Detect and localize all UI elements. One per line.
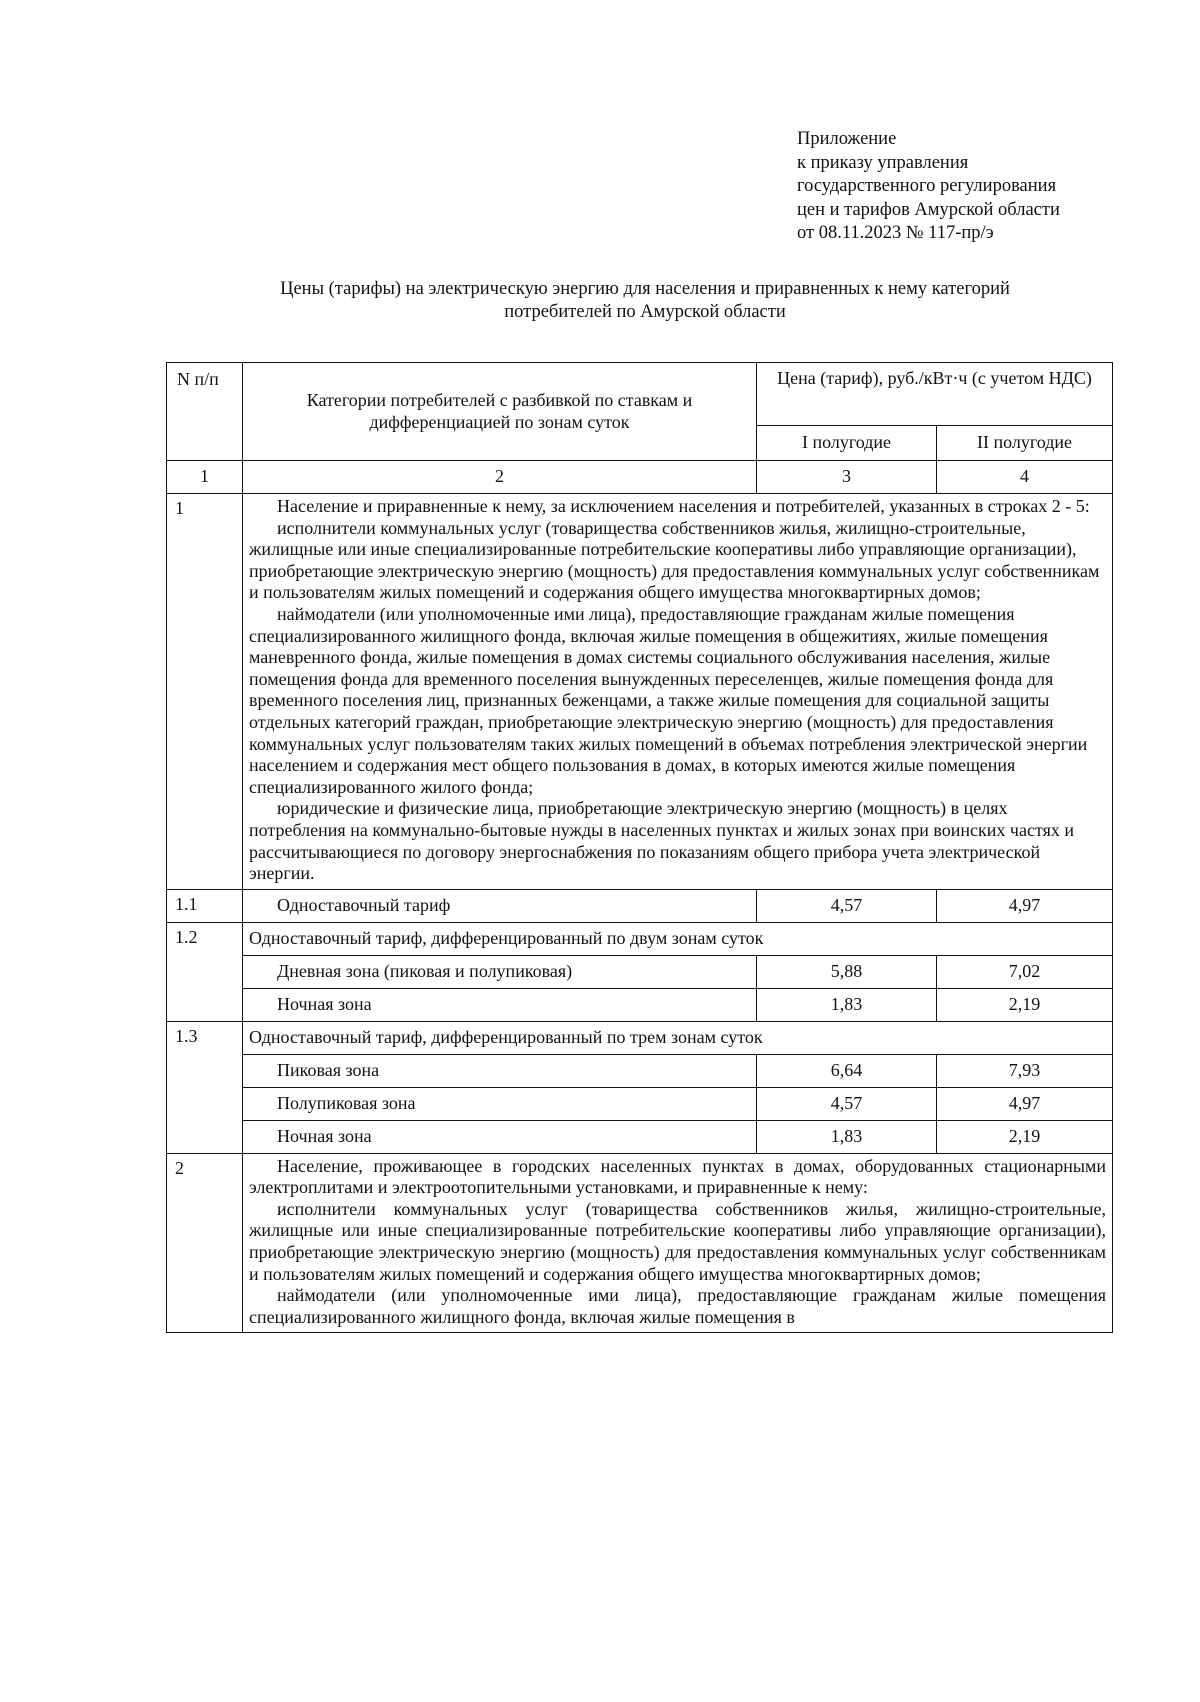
paragraph: исполнители коммунальных услуг (товарищества собственников жилья, жилищно-строительные, жилищные или иные специализированные потребительские кооперативы либо управляющие организации), приобретающие электрическую энергию (мощность) для предоставления коммунальных услуг собственникам и пользователям жилых помещений и содержания общего имущества многоквартирных домов; xyxy=(249,517,1100,603)
value-half-2: 7,02 xyxy=(937,955,1113,988)
tariff-table xyxy=(166,362,1113,1333)
header-price: Цена (тариф), руб./кВт·ч (с учетом НДС) xyxy=(757,363,1113,426)
tariff-label: Одноставочный тариф, дифференцированный по трем зонам суток xyxy=(243,1021,1113,1054)
zone-label: Ночная зона xyxy=(243,1120,757,1153)
value-half-2: 2,19 xyxy=(937,988,1113,1021)
table-row xyxy=(167,1120,1113,1153)
appendix-block xyxy=(797,128,1137,246)
appendix-line: государственного регулирования xyxy=(797,176,1057,196)
appendix-line: к приказу управления xyxy=(797,152,969,173)
tariff-label: Одноставочный тариф xyxy=(243,889,757,922)
index-cell: 1 xyxy=(167,461,243,494)
table-row xyxy=(167,988,1113,1021)
paragraph: наймодатели (или уполномоченные ими лица), предоставляющие гражданам жилые помещения специализированного жилищного фонда, включая жилые помещения в xyxy=(249,1285,1106,1327)
zone-label: Ночная зона xyxy=(243,988,757,1021)
value-half-2: 4,97 xyxy=(937,1087,1113,1120)
paragraph: Население, проживающее в городских населенных пунктах в домах, оборудованных стационарными электроплитами и электроотопительными установками, и приравненные к нему: xyxy=(249,1155,1106,1198)
table-row xyxy=(167,955,1113,988)
index-row xyxy=(167,461,1113,494)
appendix-line: Приложение xyxy=(797,129,897,149)
table-row xyxy=(167,1021,1113,1054)
header-category: Категории потребителей с разбивкой по ставкам и дифференциацией по зонам суток xyxy=(243,363,757,461)
row-num: 1.3 xyxy=(167,1021,243,1153)
paragraph: наймодатели (или уполномоченные ими лица), предоставляющие гражданам жилые помещения специализированного жилищного фонда, включая жилые помещения в общежитиях, жилые помещения маневренного фонда, жилые помещения в домах системы социального обслуживания населения, жилые помещения фонда для временного поселения вынужденных переселенцев, жилые помещения фонда для временного поселения лиц, признанных беженцами, а также жилые помещения для социальной защиты отдельных категорий граждан, приобретающие электрическую энергию (мощность) для предоставления коммунальных услуг пользователям таких жилых помещений в объемах потребления электрической энергии населением и содержания мест общего пользования в домах, в которых имеются жилые помещения специализированного жилого фонда; xyxy=(249,603,1088,797)
value-half-1: 4,57 xyxy=(757,889,937,922)
table-row xyxy=(167,889,1113,922)
appendix-line: цен и тарифов Амурской области xyxy=(797,199,1060,220)
tariff-label: Одноставочный тариф, дифференцированный по двум зонам суток xyxy=(243,922,1113,955)
paragraph: Население и приравненные к нему, за исключением населения и потребителей, указанных в строках 2 - 5: xyxy=(277,496,1090,516)
document-title xyxy=(150,278,1140,324)
index-cell: 2 xyxy=(243,461,757,494)
zone-label: Дневная зона (пиковая и полупиковая) xyxy=(243,955,757,988)
value-half-1: 6,64 xyxy=(757,1054,937,1087)
row-num: 1.1 xyxy=(167,889,243,922)
value-half-1: 4,57 xyxy=(757,1087,937,1120)
row-num: 1 xyxy=(167,494,243,890)
index-cell: 4 xyxy=(937,461,1113,494)
paragraph: исполнители коммунальных услуг (товарищества собственников жилья, жилищно-строительные, жилищные или иные специализированные потребительские кооперативы либо управляющие организации), приобретающие электрическую энергию (мощность) для предоставления коммунальных услуг собственникам и пользователям жилых помещений и содержания общего имущества многоквартирных домов; xyxy=(249,1198,1106,1284)
table-row xyxy=(167,1153,1113,1333)
value-half-1: 1,83 xyxy=(757,988,937,1021)
header-half-1: I полугодие xyxy=(757,426,937,461)
header-half-2: II полугодие xyxy=(937,426,1113,461)
table-row xyxy=(167,494,1113,890)
value-half-2: 7,93 xyxy=(937,1054,1113,1087)
row-num: 2 xyxy=(167,1153,243,1333)
table-row xyxy=(167,1054,1113,1087)
zone-label: Полупиковая зона xyxy=(243,1087,757,1120)
value-half-1: 1,83 xyxy=(757,1120,937,1153)
row-description xyxy=(243,494,1113,890)
header-row xyxy=(167,363,1113,426)
title-line-1: Цены (тарифы) на электрическую энергию для населения и приравненных к нему категорий xyxy=(280,279,1010,299)
row-description xyxy=(243,1153,1113,1333)
header-num: N п/п xyxy=(167,363,243,461)
appendix-line: от 08.11.2023 № 117-пр/э xyxy=(797,223,994,243)
value-half-1: 5,88 xyxy=(757,955,937,988)
index-cell: 3 xyxy=(757,461,937,494)
table-row xyxy=(167,1087,1113,1120)
value-half-2: 4,97 xyxy=(937,889,1113,922)
row-num: 1.2 xyxy=(167,922,243,1021)
table-row xyxy=(167,922,1113,955)
zone-label: Пиковая зона xyxy=(243,1054,757,1087)
value-half-2: 2,19 xyxy=(937,1120,1113,1153)
paragraph: юридические и физические лица, приобретающие электрическую энергию (мощность) в целях потребления на коммунально-бытовые нужды в населенных пунктах и жилых зонах при воинских частях и рассчитывающиеся по договору энергоснабжения по показаниям общего прибора учета электрической энергии. xyxy=(249,798,1074,884)
title-line-2: потребителей по Амурской области xyxy=(504,302,786,322)
